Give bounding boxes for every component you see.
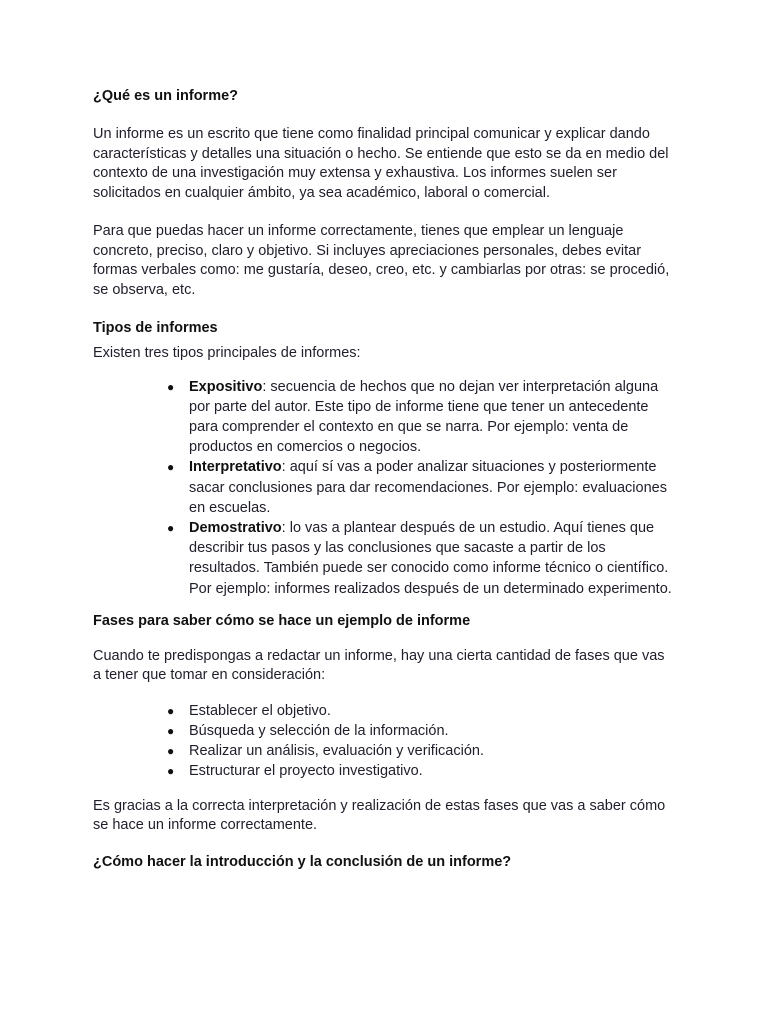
phases-list (93, 701, 676, 782)
bullet-icon: ● (167, 520, 175, 535)
list-item-phase (167, 701, 676, 721)
text-interpretativo: : aquí sí vas a poder analizar situaciones y posteriormente sacar conclusiones para dar recomendaciones. Por ejemplo: evaluaciones en escuelas. (189, 459, 667, 516)
text-demostrativo: : lo vas a plantear después de un estudio. Aquí tienes que describir tus pasos y las conclusiones que sacaste a partir de los resultados. También puede ser conocido como informe técnico o científico. Por ejemplo: informes realizados después de un determinado experimento. (189, 519, 672, 597)
paragraph-types-intro: Existen tres tipos principales de informes: (93, 345, 361, 361)
phase-text: Realizar un análisis, evaluación y verificación. (189, 743, 484, 760)
bullet-icon: ● (167, 703, 175, 718)
phase-text: Establecer el objetivo. (189, 702, 331, 719)
bullet-icon: ● (167, 460, 175, 475)
paragraph-phases-intro: Cuando te predispongas a redactar un informe, hay una cierta cantidad de fases que vas a tener que tomar en consideración: (93, 647, 665, 684)
heading-fases: Fases para saber cómo se hace un ejemplo de informe (93, 612, 471, 629)
bullet-icon: ● (167, 764, 175, 779)
list-item-phase (167, 761, 676, 781)
phase-text: Estructurar el proyecto investigativo. (189, 763, 423, 780)
term-demostrativo: Demostrativo (189, 519, 282, 536)
heading-tipos-de-informes: Tipos de informes (93, 320, 218, 336)
bullet-icon: ● (167, 744, 175, 759)
heading-que-es-un-informe: ¿Qué es un informe? (93, 88, 239, 104)
list-item-phase (167, 721, 676, 741)
list-item-interpretativo (167, 457, 676, 518)
paragraph-definition: Un informe es un escrito que tiene como finalidad principal comunicar y explicar dando características y detalles una situación o hecho. Se entiende que esto se da en medio del contexto de una investigación muy extensa y exhaustiva. Los informes suelen ser solicitados en cualquier ámbito, ya sea académico, laboral o comercial. (93, 126, 669, 201)
paragraph-language: Para que puedas hacer un informe correctamente, tienes que emplear un lenguaje concreto, preciso, claro y objetivo. Si incluyes apreciaciones personales, debes evitar formas verbales como: me gustaría, deseo, creo, etc. y cambiarlas por otras: se procedió, se observa, etc. (93, 223, 670, 298)
bullet-icon: ● (167, 379, 175, 394)
heading-introduccion-conclusion: ¿Cómo hacer la introducción y la conclusión de un informe? (93, 853, 512, 870)
paragraph-phases-conclusion: Es gracias a la correcta interpretación y realización de estas fases que vas a saber cómo se hace un informe correctamente. (93, 797, 666, 834)
bullet-icon: ● (167, 723, 175, 738)
phase-text: Búsqueda y selección de la información. (189, 722, 449, 739)
list-item-expositivo (167, 377, 676, 458)
types-list (93, 377, 676, 599)
text-expositivo: : secuencia de hechos que no dejan ver interpretación alguna por parte del autor. Este tipo de informe tiene que tener un antecedente para comprender el contexto en que se narra. Por ejemplo: venta de productos en comercios o negocios. (189, 378, 659, 456)
list-item-phase (167, 741, 676, 761)
list-item-demostrativo (167, 518, 676, 599)
term-interpretativo: Interpretativo (189, 459, 282, 476)
term-expositivo: Expositivo (189, 378, 263, 395)
